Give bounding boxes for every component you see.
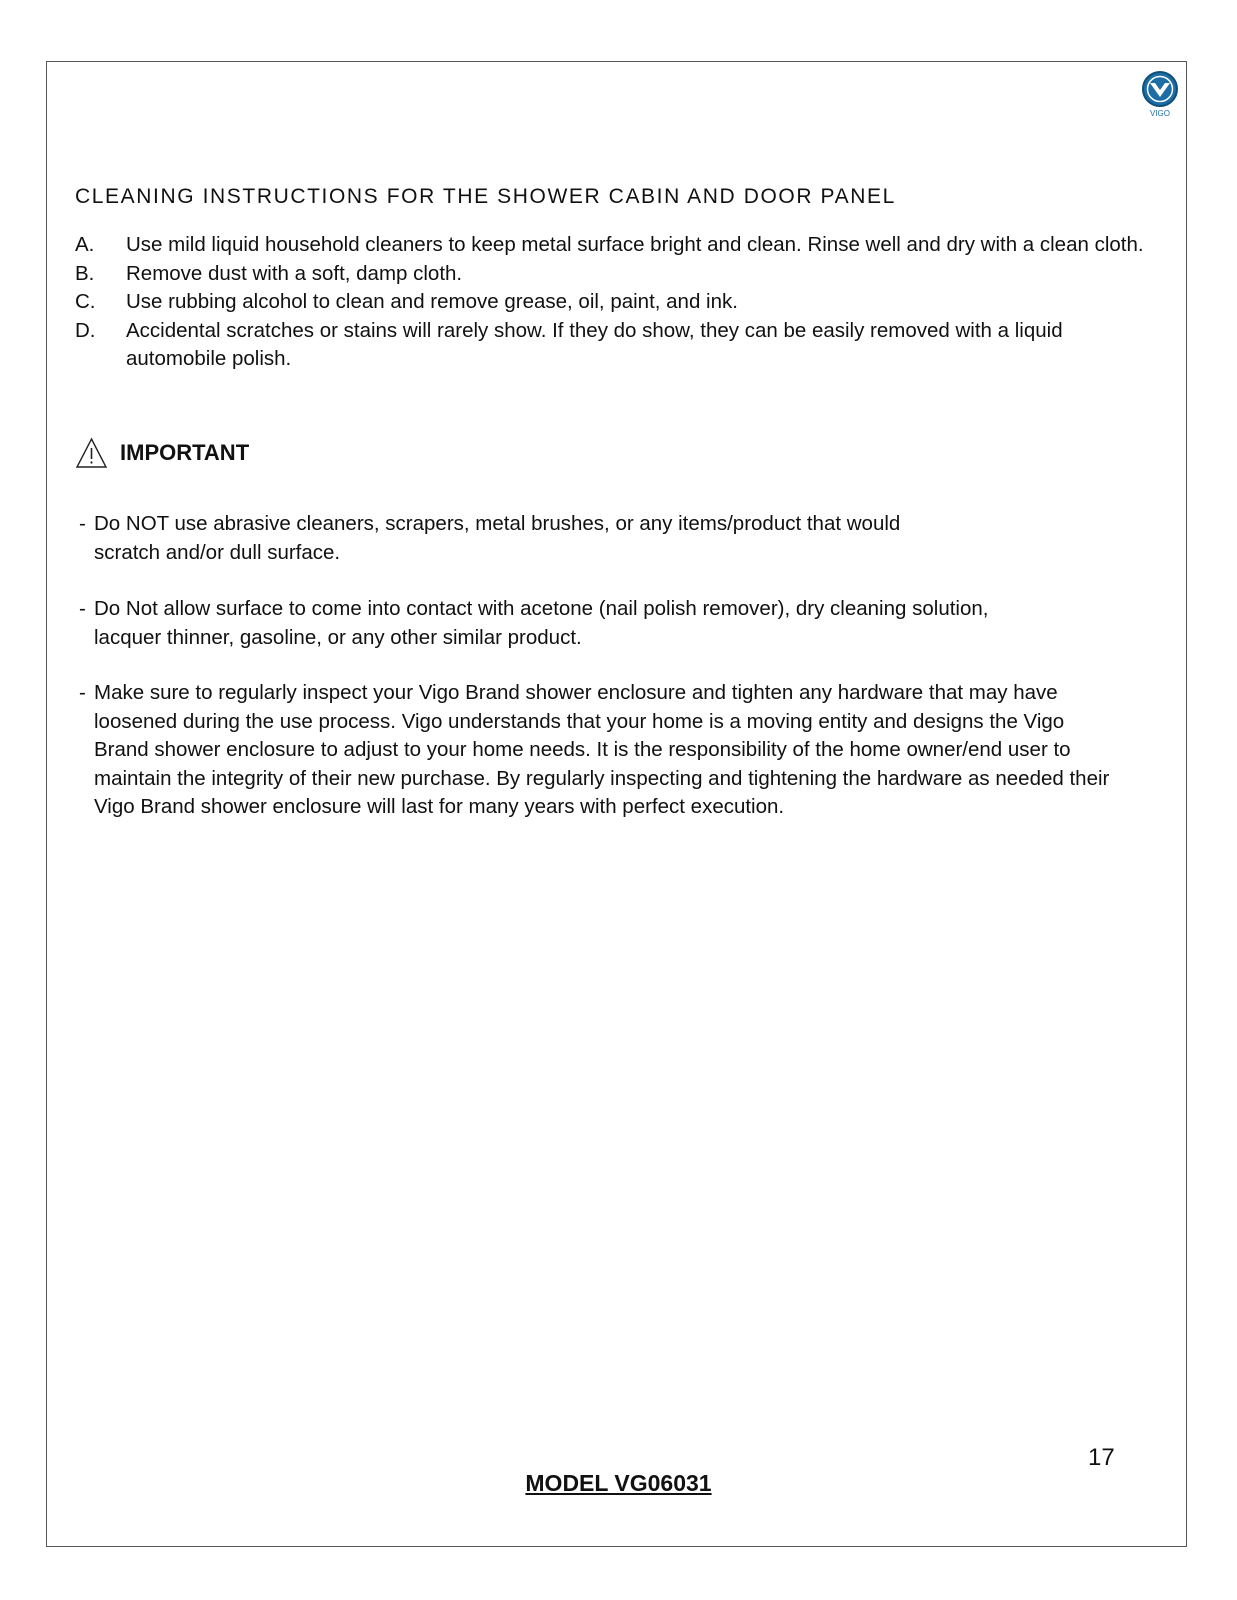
list-item <box>75 317 1145 374</box>
note-dash: - <box>79 597 86 620</box>
important-header <box>75 437 249 469</box>
section-heading: CLEANING INSTRUCTIONS FOR THE SHOWER CABIN AND DOOR PANEL <box>75 185 896 208</box>
page-number: 17 <box>1088 1444 1115 1471</box>
item-text: Accidental scratches or stains will rarely show. If they do show, they can be easily removed with a liquid automobile polish. <box>126 318 1063 370</box>
important-note <box>79 595 1139 652</box>
item-letter: C. <box>75 290 96 313</box>
item-letter: B. <box>75 261 95 285</box>
item-letter: D. <box>75 318 96 342</box>
svg-text:VIGO: VIGO <box>1149 109 1171 118</box>
important-note <box>79 510 1139 567</box>
important-note <box>79 679 1139 822</box>
item-text: Use rubbing alcohol to clean and remove grease, oil, paint, and ink. <box>126 290 738 313</box>
model-footer <box>0 1470 1237 1497</box>
warning-triangle-icon <box>75 437 108 469</box>
note-text: Make sure to regularly inspect your Vigo Brand shower enclosure and tighten any hardware that may have loosened during the use process. Vigo understands that your home is a moving entity and designs the Vigo Brand shower enclosure to adjust to your home needs. It is the responsibility of the home owner/end user to maintain the integrity of their new purchase. By regularly inspecting and tightening the hardware as needed their Vigo Brand shower enclosure will last for many years with perfect execution. <box>94 681 1110 818</box>
note-dash: - <box>79 681 86 704</box>
note-dash: - <box>79 512 86 535</box>
list-item <box>75 231 1145 260</box>
important-label: IMPORTANT <box>120 440 250 465</box>
item-text: Remove dust with a soft, damp cloth. <box>126 261 463 285</box>
list-item <box>75 288 1145 317</box>
note-text: Do NOT use abrasive cleaners, scrapers, metal brushes, or any items/product that would scratch and/or dull surface. <box>94 512 901 564</box>
vigo-logo <box>1139 70 1181 120</box>
list-item <box>75 260 1145 289</box>
cleaning-instructions-list <box>75 231 1145 374</box>
model-label: MODEL VG06031 <box>525 1470 712 1496</box>
item-text: Use mild liquid household cleaners to keep metal surface bright and clean. Rinse well and dry with a clean cloth. <box>126 233 1144 256</box>
item-letter: A. <box>75 233 95 256</box>
note-text: Do Not allow surface to come into contact with acetone (nail polish remover), dry cleaning solution, lacquer thinner, gasoline, or any other similar product. <box>94 597 989 649</box>
